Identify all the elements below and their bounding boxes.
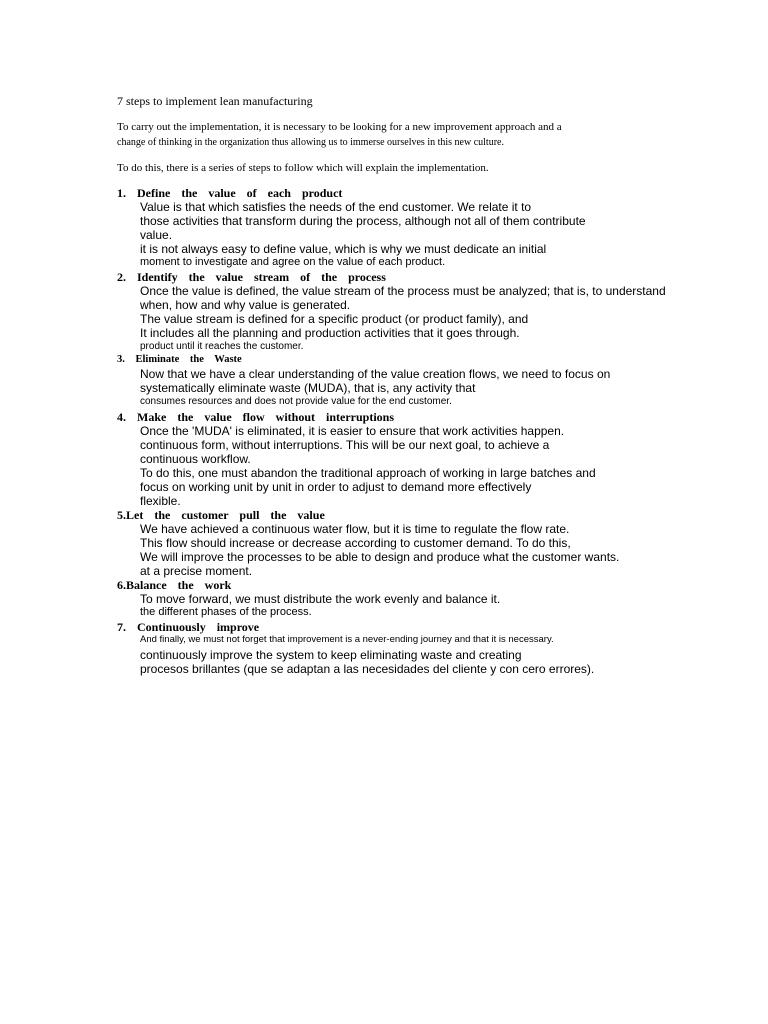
step-2-line: Once the value is defined, the value stream of the process must be analyzed; that is, to understand [140, 284, 666, 298]
step-6-line: the different phases of the process. [140, 606, 312, 618]
step-2-line: It includes all the planning and production activities that it goes through. [140, 326, 520, 340]
step-4-line: flexible. [140, 494, 181, 508]
step-4-line: Once the 'MUDA' is eliminated, it is easier to ensure that work activities happen. [140, 424, 565, 438]
step-3-line: consumes resources and does not provide value for the end customer. [140, 396, 452, 407]
step-1-heading: 1. Define the value of each product [117, 186, 343, 200]
step-4-heading: 4. Make the value flow without interruptions [117, 410, 394, 424]
step-4-line: continuous form, without interruptions. This will be our next goal, to achieve a [140, 438, 550, 452]
step-2-heading: 2. Identify the value stream of the process [117, 270, 386, 284]
step-5-line: We will improve the processes to be able to design and produce what the customer wants. [140, 550, 620, 564]
step-2-line: when, how and why value is generated. [140, 298, 351, 312]
step-6-heading: 6.Balance the work [117, 578, 232, 592]
step-4-line: focus on working unit by unit in order to adjust to demand more effectively [140, 480, 532, 494]
step-1-line: moment to investigate and agree on the value of each product. [140, 256, 446, 268]
step-7-line: procesos brillantes (que se adaptan a las necesidades del cliente y con cero errores). [140, 662, 595, 676]
step-2-line: The value stream is defined for a specific product (or product family), and [140, 312, 529, 326]
step-5-line: at a precise moment. [140, 564, 253, 578]
step-4-line: To do this, one must abandon the traditional approach of working in large batches and [140, 466, 596, 480]
step-1-line: Value is that which satisfies the needs of the end customer. We relate it to [140, 200, 532, 214]
intro-line-1: To carry out the implementation, it is necessary to be looking for a new improvement approach and a [117, 121, 562, 133]
step-1-line: it is not always easy to define value, which is why we must dedicate an initial [140, 242, 547, 256]
step-3-heading: 3. Eliminate the Waste [117, 354, 242, 365]
step-1-line: those activities that transform during the process, although not all of them contribute [140, 214, 586, 228]
step-5-heading: 5.Let the customer pull the value [117, 508, 325, 522]
step-6-line: To move forward, we must distribute the work evenly and balance it. [140, 592, 501, 606]
step-3-line: Now that we have a clear understanding of the value creation flows, we need to focus on [140, 367, 611, 381]
lead-paragraph: To do this, there is a series of steps to follow which will explain the implementation. [117, 162, 489, 174]
step-7-line: continuously improve the system to keep eliminating waste and creating [140, 648, 522, 662]
step-7-heading: 7. Continuously improve [117, 620, 260, 634]
intro-line-2: change of thinking in the organization thus allowing us to immerse ourselves in this new culture. [117, 137, 504, 148]
step-1-line: value. [140, 228, 173, 242]
step-5-line: We have achieved a continuous water flow, but it is time to regulate the flow rate. [140, 522, 570, 536]
step-3-line: systematically eliminate waste (MUDA), that is, any activity that [140, 381, 476, 395]
step-4-line: continuous workflow. [140, 452, 251, 466]
step-5-line: This flow should increase or decrease according to customer demand. To do this, [140, 536, 571, 550]
document-title: 7 steps to implement lean manufacturing [117, 94, 313, 108]
step-7-line: And finally, we must not forget that improvement is a never-ending journey and that it is necessary. [140, 634, 554, 645]
step-2-line: product until it reaches the customer. [140, 341, 304, 352]
